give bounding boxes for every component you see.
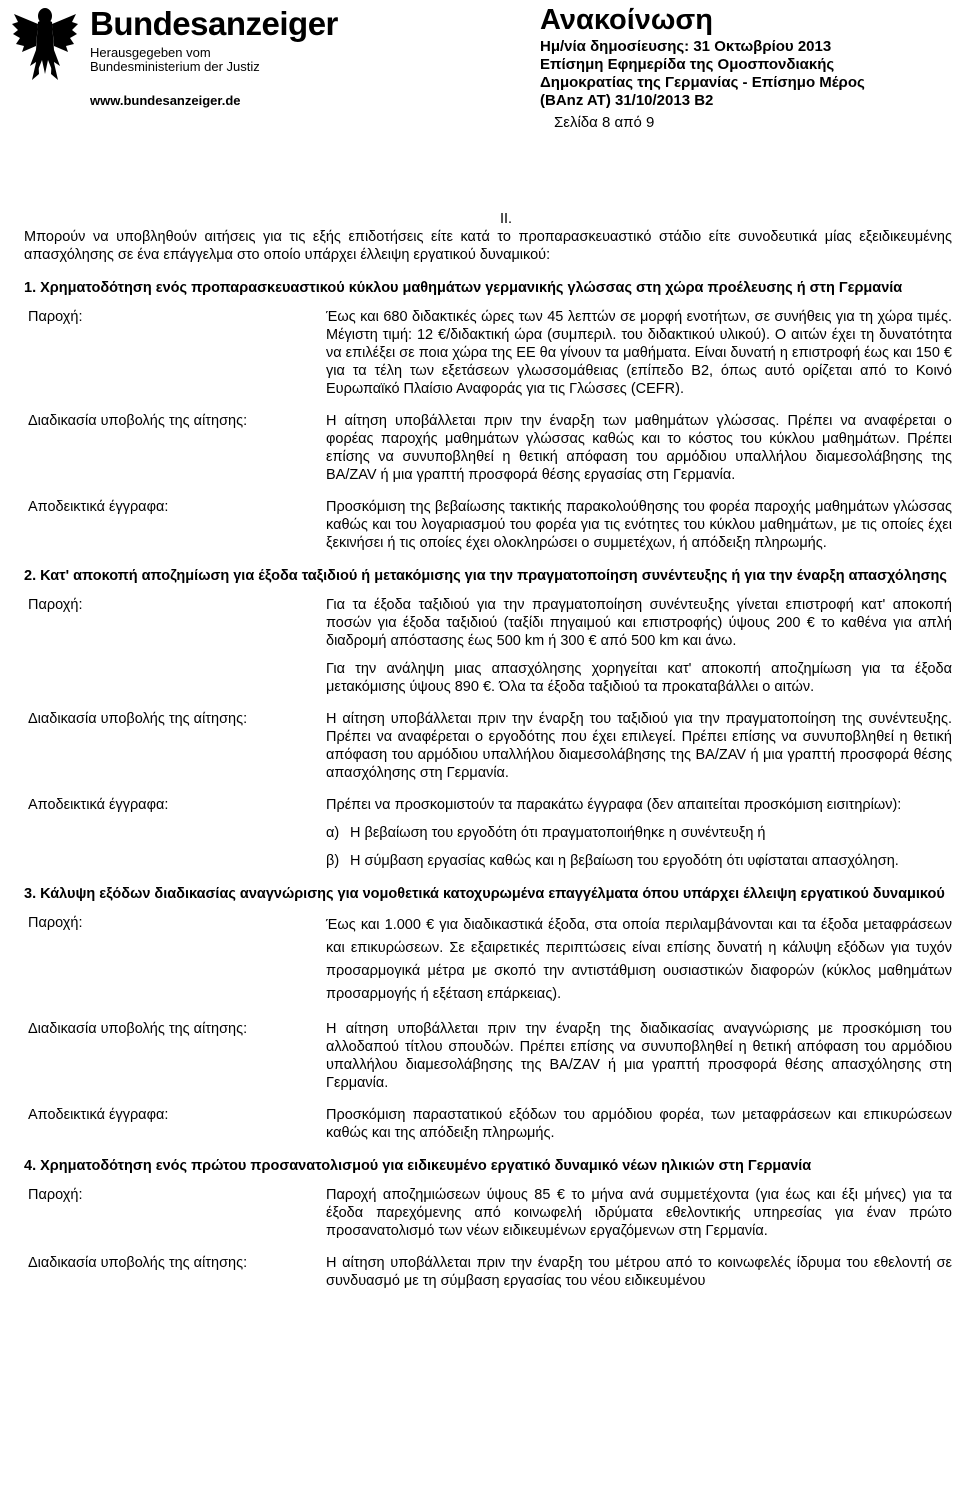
documents-text: Πρέπει να προσκομιστούν τα παρακάτω έγγραφα (δεν απαιτείται προσκόμιση εισιτηρίων): bbox=[326, 797, 902, 813]
provision-text: Για την ανάληψη μιας απασχόλησης χορηγείται κατ' αποκοπή αποζημίωση για τα έξοδα μετακόμισης ύψους 890 €. Όλα τα έξοδα ταξιδιού τα προκαταβάλλει ο αιτών. bbox=[326, 661, 952, 695]
section-2-title: 2. Κατ' αποκοπή αποζημίωση για έξοδα ταξιδιού ή μετακόμισης για την πραγματοποίηση συνέντευξης ή για την έναρξη απασχόλησης bbox=[24, 568, 947, 584]
documents-label: Αποδεικτικά έγγραφα: bbox=[28, 1107, 169, 1123]
section-1-documents bbox=[24, 498, 952, 552]
documents-text: Προσκόμιση της βεβαίωσης τακτικής παρακολούθησης του φορέα παροχής μαθημάτων γλώσσας καθώς και του λογαριασμού του φορέα για τις ενότητες του κύκλου μαθημάτων, με τις οποίες έχει ξεκινήσει ή τις οποίες έχει ολοκληρώσει ο συμμετέχων, ή απόδειξη πληρωμής. bbox=[326, 499, 952, 551]
section-2-provision bbox=[24, 596, 952, 696]
list-item-text: Η σύμβαση εργασίας καθώς και η βεβαίωση του εργοδότη ότι υφίσταται απασχόληση. bbox=[350, 853, 899, 869]
section-4-provision bbox=[24, 1186, 952, 1240]
brand-name: Bundesanzeiger bbox=[90, 5, 338, 42]
section-4-title: 4. Χρηματοδότηση ενός πρώτου προσανατολισμού για ειδικευμένο εργατικό δυναμικό νέων ηλικιών στη Γερμανία bbox=[24, 1158, 812, 1174]
provision-text: Για τα έξοδα ταξιδιού για την πραγματοποίηση συνέντευξης γίνεται επιστροφή κατ' αποκοπή ποσών για έξοδα ταξιδιού (ταξίδι πηγαιμού και επιστροφής) ύψους 200 € το καθένα για απλή διαδρομή απόστασης έως 500 km ή 300 € από 500 km και άνω. bbox=[326, 597, 952, 649]
provision-label: Παροχή: bbox=[28, 1187, 83, 1203]
section-1-title: 1. Χρηματοδότηση ενός προπαρασκευαστικού κύκλου μαθημάτων γερμανικής γλώσσας στη χώρα προέλευσης ή στη Γερμανία bbox=[24, 280, 903, 296]
section-1-procedure bbox=[24, 412, 952, 484]
section-1-provision bbox=[24, 308, 952, 398]
provision-text: Έως και 680 διδακτικές ώρες των 45 λεπτών σε μορφή ενοτήτων, σε συνήθεις για τη χώρα τιμές. Μέγιστη τιμή: 12 €/διδακτική ώρα (συμπεριλ. του διδακτικού υλικού). Ο αιτών έχει τη δυνατότητα να επιλέξει σε ποια χώρα της ΕΕ θα γίνουν τα μαθήματα. Είναι δυνατή η επιστροφή έως και 150 € για τα τέλη των εξετάσεων γλωσσομάθειας (επίπεδο Β2, όπως αυτό ορίζεται από το Κοινό Ευρωπαϊκό Πλαίσιο Αναφοράς για τις Γλώσσες (CEFR). bbox=[326, 309, 952, 397]
notice-title: Ανακοίνωση bbox=[540, 4, 713, 36]
procedure-text: Η αίτηση υποβάλλεται πριν την έναρξη του ταξιδιού για την πραγματοποίηση της συνέντευξης. Πρέπει να αναφέρεται ο εργοδότης που έχει επιλεγεί. Πρέπει επίσης να συνυποβληθεί η θετική απόφαση του αρμόδιου υπαλλήλου διαμεσολάβησης της BA/ZAV ή μια γραπτή προσφορά θέσης απασχόλησης στη Γερμανία. bbox=[326, 711, 952, 781]
section-4-procedure bbox=[24, 1254, 952, 1290]
gazette-name-2: Δημοκρατίας της Γερμανίας - Επίσημο Μέρος bbox=[540, 74, 865, 91]
notice-header bbox=[540, 2, 940, 132]
procedure-label: Διαδικασία υποβολής της αίτησης: bbox=[28, 413, 248, 429]
provision-label: Παροχή: bbox=[28, 309, 83, 325]
page-header bbox=[0, 0, 960, 140]
document-body bbox=[24, 210, 952, 1304]
publisher-line: Herausgegeben vom Bundesministerium der Justiz bbox=[90, 45, 260, 74]
documents-text: Προσκόμιση παραστατικού εξόδων του αρμόδιου φορέα, των μεταφράσεων και επικυρώσεων καθώς και της απόδειξη πληρωμής. bbox=[326, 1107, 952, 1141]
list-marker: α) bbox=[326, 825, 340, 841]
provision-text: Παροχή αποζημιώσεων ύψους 85 € το μήνα ανά συμμετέχοντα (για έως και έξι μήνες) για τα έξοδα παρεχόμενης από κοινωφελή ιδρύματα εθελοντικής υπηρεσίας για έναν πρώτο προσανατολισμό των νέων ειδικευμένων εργαζόμενων στη Γερμανία. bbox=[326, 1187, 952, 1239]
procedure-label: Διαδικασία υποβολής της αίτησης: bbox=[28, 711, 248, 727]
list-marker: β) bbox=[326, 853, 340, 869]
provision-label: Παροχή: bbox=[28, 915, 83, 931]
federal-eagle-icon bbox=[12, 4, 78, 82]
section-2-procedure bbox=[24, 710, 952, 782]
gazette-name-1: Επίσημη Εφημερίδα της Ομοσπονδιακής bbox=[540, 56, 835, 73]
section-3-provision bbox=[24, 914, 952, 1006]
provision-label: Παροχή: bbox=[28, 597, 83, 613]
documents-label: Αποδεικτικά έγγραφα: bbox=[28, 499, 169, 515]
list-item bbox=[326, 824, 952, 842]
section-numeral: II. bbox=[499, 211, 513, 227]
publication-date: Ημ/νία δημοσίευσης: 31 Οκτωβρίου 2013 bbox=[540, 38, 832, 55]
provision-text: Έως και 1.000 € για διαδικαστικά έξοδα, στα οποία περιλαμβάνονται και τα έξοδα μεταφράσεων και επικυρώσεων. Σε εξαιρετικές περιπτώσεις είναι επίσης δυνατή η κάλυψη εξόδων για τυχόν προσαρμογικά μέτρα με σκοπό την αντιστάθμιση ουσιαστικών διαφορών (κύκλος μαθημάτων προσαρμογής ή εξέταση επάρκειας). bbox=[326, 917, 952, 1002]
gazette-reference: (BAnz AT) 31/10/2013 B2 bbox=[540, 92, 714, 109]
list-item-text: Η βεβαίωση του εργοδότη ότι πραγματοποιήθηκε η συνέντευξη ή bbox=[350, 825, 766, 841]
intro-paragraph: Μπορούν να υποβληθούν αιτήσεις για τις εξής επιδοτήσεις είτε κατά το προπαρασκευαστικό στάδιο είτε συνοδευτικά μίας εξειδικευμένης απασχόλησης σε ένα επάγγελμα στο οποίο υπάρχει έλλειψη εργατικού δυναμικού: bbox=[24, 229, 952, 263]
procedure-text: Η αίτηση υποβάλλεται πριν την έναρξη του μέτρου από το κοινωφελές ίδρυμα του εθελοντή σε συνδυασμό με τη σύμβαση εργασίας του νέου ειδικευμένου bbox=[326, 1255, 952, 1289]
procedure-label: Διαδικασία υποβολής της αίτησης: bbox=[28, 1255, 248, 1271]
procedure-text: Η αίτηση υποβάλλεται πριν την έναρξη των μαθημάτων γλώσσας. Πρέπει να αναφέρεται ο φορέας παροχής μαθημάτων γλώσσας καθώς και το κόστος του κύκλου μαθημάτων. Πρέπει επίσης να συνυποβληθεί η θετική απόφαση του αρμόδιου υπαλλήλου διαμεσολάβησης της BA/ZAV ή μια γραπτή προσφορά θέσης εργασίας στη Γερμανία. bbox=[326, 413, 952, 483]
website-link[interactable]: www.bundesanzeiger.de bbox=[90, 93, 241, 108]
documents-label: Αποδεικτικά έγγραφα: bbox=[28, 797, 169, 813]
section-2-documents bbox=[24, 796, 952, 870]
procedure-text: Η αίτηση υποβάλλεται πριν την έναρξη της διαδικασίας αναγνώρισης με προσκόμιση του αλλοδαπού τίτλου σπουδών. Πρέπει επίσης να συνυποβληθεί η θετική απόφαση του αρμόδιου υπαλλήλου διαμεσολάβησης της BA/ZAV ή μια γραπτή προσφορά θέσης απασχόλησης στη Γερμανία. bbox=[326, 1021, 952, 1091]
section-3-procedure bbox=[24, 1020, 952, 1092]
list-item bbox=[326, 852, 952, 870]
section-3-title: 3. Κάλυψη εξόδων διαδικασίας αναγνώρισης για νομοθετικά κατοχυρωμένα επαγγέλματα όπου υπάρχει έλλειψη εργατικού δυναμικού bbox=[24, 886, 945, 902]
procedure-label: Διαδικασία υποβολής της αίτησης: bbox=[28, 1021, 248, 1037]
section-3-documents bbox=[24, 1106, 952, 1142]
page-number: Σελίδα 8 από 9 bbox=[554, 114, 655, 131]
